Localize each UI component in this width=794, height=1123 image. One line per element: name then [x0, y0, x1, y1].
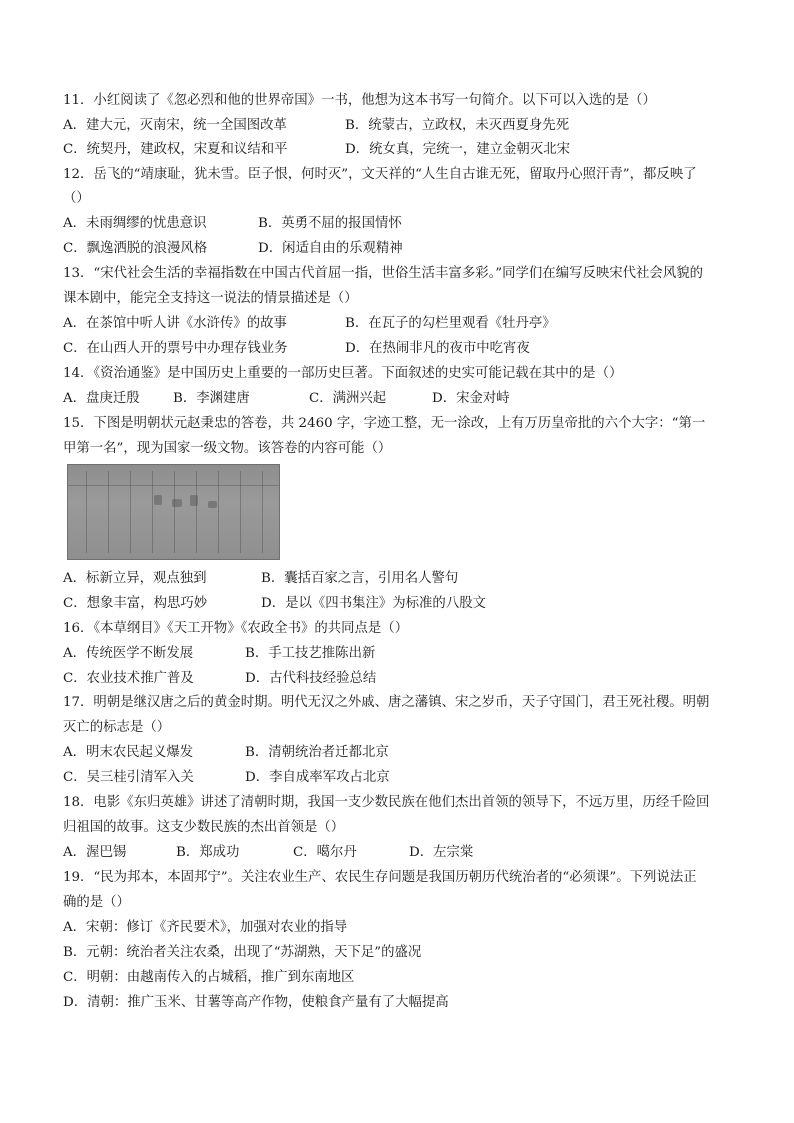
question-19-option-d: D．清朝：推广玉米、甘薯等高产作物，使粮食产量有了大幅提高 — [63, 995, 449, 1010]
question-12-stem-line-2: （） — [63, 191, 90, 206]
question-15-option-c: C．想象丰富，构思巧妙 — [63, 596, 208, 611]
question-14-option-c: C．满洲兴起 — [309, 391, 387, 406]
question-17-stem-line-2: 灭亡的标志是（） — [63, 720, 171, 735]
question-13-stem-line-1: 13．“宋代社会生活的幸福指数在中国古代首屈一指，世俗生活丰富多彩。”同学们在编写反映宋代社会风貌的 — [63, 266, 703, 281]
question-12-option-d: D．闲适自由的乐观精神 — [258, 241, 403, 256]
question-15-stem-line-2: 甲第一名”，现为国家一级文物。该答卷的内容可能（） — [63, 441, 392, 456]
question-14-option-b: B．李渊建唐 — [173, 391, 250, 406]
question-15-option-a: A．标新立异，观点独到 — [63, 571, 207, 586]
question-13-option-d: D．在热闹非凡的夜市中吃宵夜 — [345, 341, 530, 356]
question-17-option-b: B．清朝统治者迁都北京 — [245, 745, 389, 760]
question-19-stem-line-2: 确的是（） — [63, 895, 130, 910]
question-18-option-d: D．左宗棠 — [409, 845, 474, 860]
question-15-option-d: D．是以《四书集注》为标准的八股文 — [261, 596, 486, 611]
question-16-stem: 16．《本草纲目》《天工开物》《农政全书》的共同点是（） — [63, 621, 409, 636]
question-12-option-c: C．飘逸洒脱的浪漫风格 — [63, 241, 208, 256]
question-13-option-c: C．在山西人开的票号中办理存钱业务 — [63, 341, 288, 356]
question-19-stem-line-1: 19．“民为邦本，本固邦宁”。关注农业生产、农民生存问题是我国历朝历代统治者的“必须课”。下列说法正 — [63, 870, 697, 885]
question-17-option-a: A．明末农民起义爆发 — [63, 745, 194, 760]
question-11-option-d: D．统女真，完统一，建立金朝灭北宋 — [345, 142, 570, 157]
question-17-stem-line-1: 17．明朝是继汉唐之后的黄金时期。明代无汉之外戚、唐之藩镇、宋之岁币，天子守国门，君王死社稷。明朝 — [63, 695, 710, 710]
question-11-option-a: A．建大元，灭南宋，统一全国图改革 — [63, 118, 287, 133]
question-13-option-b: B．在瓦子的勾栏里观看《牡丹亭》 — [345, 316, 556, 331]
question-14-option-a: A．盘庚迁殷 — [63, 391, 140, 406]
question-13-stem-line-2: 课本剧中，能完全支持这一说法的情景描述是（） — [63, 291, 358, 306]
question-13-option-a: A．在茶馆中听人讲《水浒传》的故事 — [63, 316, 287, 331]
question-17-option-d: D．李自成率军攻占北京 — [245, 770, 390, 785]
exam-answer-sheet-photo — [67, 464, 280, 560]
question-12-stem-line-1: 12．岳飞的“靖康耻，犹未雪。臣子恨，何时灭”，文天祥的“人生自古谁无死，留取丹心照汗青”，都反映了 — [63, 167, 697, 182]
question-16-option-b: B．手工技艺推陈出新 — [245, 646, 376, 661]
question-18-option-a: A．渥巴锡 — [63, 845, 127, 860]
question-15-stem-line-1: 15．下图是明朝状元赵秉忠的答卷，共 2460 字，字迹工整，无一涂改，上有万历皇帝批的六个大字：“第一 — [63, 416, 706, 431]
question-18-stem-line-1: 18．电影《东归英雄》讲述了清朝时期，我国一支少数民族在他们杰出首领的领导下，不远万里，历经千险回 — [63, 795, 710, 810]
question-14-option-d: D．宋金对峙 — [432, 391, 510, 406]
question-16-option-c: C．农业技术推广普及 — [63, 671, 194, 686]
question-18-option-b: B．郑成功 — [176, 845, 240, 860]
question-15-option-b: B．囊括百家之言，引用名人警句 — [261, 571, 459, 586]
question-11-option-b: B．统蒙古，立政权，未灭西夏身先死 — [345, 118, 570, 133]
question-11-option-c: C．统契丹，建政权，宋夏和议结和平 — [63, 142, 288, 157]
question-16-option-a: A．传统医学不断发展 — [63, 646, 194, 661]
question-19-option-c: C．明朝：由越南传入的占城稻，推广到东南地区 — [63, 970, 355, 985]
question-18-option-c: C．噶尔丹 — [293, 845, 357, 860]
question-12-option-b: B．英勇不屈的报国情怀 — [258, 216, 402, 231]
question-16-option-d: D．古代科技经验总结 — [245, 671, 377, 686]
question-14-stem: 14．《资治通鉴》是中国历史上重要的一部历史巨著。下面叙述的史实可能记载在其中的是（） — [63, 366, 623, 381]
question-18-stem-line-2: 归祖国的故事。这支少数民族的杰出首领是（） — [63, 820, 345, 835]
question-11-stem: 11．小红阅读了《忽必烈和他的世界帝国》一书，他想为这本书写一句简介。以下可以入选的是（） — [63, 93, 656, 108]
question-17-option-c: C．吴三桂引清军入关 — [63, 770, 194, 785]
question-19-option-a: A．宋朝：修订《齐民要术》，加强对农业的指导 — [63, 920, 348, 935]
question-19-option-b: B．元朝：统治者关注农桑，出现了“苏湖熟，天下足”的盛况 — [63, 945, 422, 960]
question-12-option-a: A．未雨绸缪的忧患意识 — [63, 216, 207, 231]
